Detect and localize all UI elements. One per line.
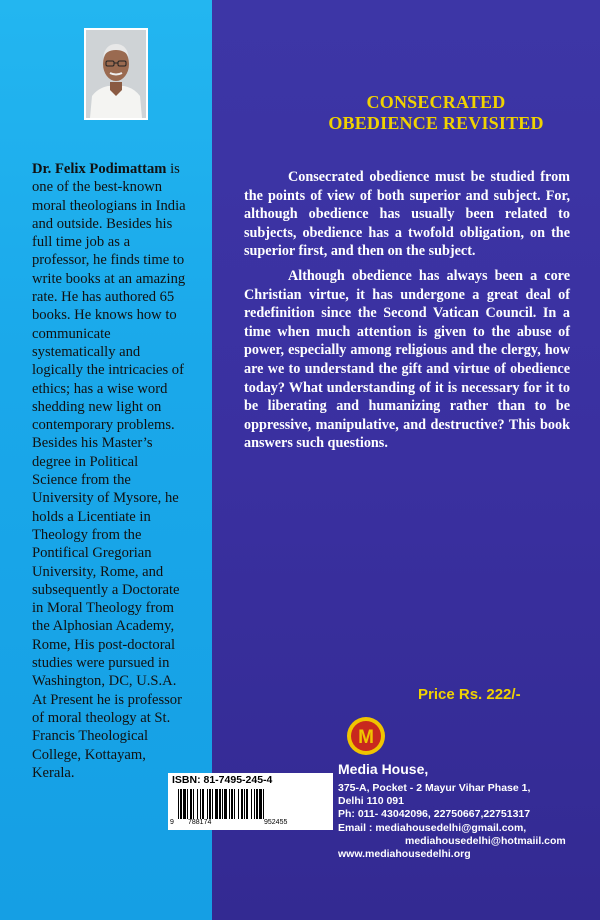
publisher-address-1: 375-A, Pocket - 2 Mayur Vihar Phase 1, xyxy=(338,782,531,794)
author-bio-line: of moral theology at St. xyxy=(32,709,171,726)
author-bio-line: Francis Theological xyxy=(32,728,149,745)
author-bio-line: full time job as a xyxy=(32,234,131,251)
barcode-bar xyxy=(222,789,223,819)
isbn-digits-right: 952455 xyxy=(264,819,288,826)
author-bio-line: Pontifical Gregorian xyxy=(32,545,152,562)
publisher-phone: Ph: 011- 43042096, 22750667,22751317 xyxy=(338,808,531,821)
author-bio-line: Kerala. xyxy=(32,764,75,781)
barcode-bar xyxy=(263,789,264,819)
publisher-name: Media House, xyxy=(338,761,429,777)
author-bio-line: communicate xyxy=(32,325,111,342)
author-bio xyxy=(32,160,208,782)
author-bio-line: Washington, DC, U.S.A. xyxy=(32,673,177,690)
isbn-label: ISBN: 81-7495-245-4 xyxy=(172,774,273,786)
publisher-website: www.mediahousedelhi.org xyxy=(338,848,471,861)
barcode-bar xyxy=(254,789,255,819)
author-bio-line: books. He knows how to xyxy=(32,307,177,324)
barcode-bar xyxy=(178,789,179,819)
barcode-bar xyxy=(193,789,194,819)
author-name: Dr. Felix Podimattam xyxy=(32,161,167,177)
blurb-paragraph-1: Consecrated obedience must be studied from the points of view of both superior and subject. For, although obedience has usually been related to subjects, obedience has a twofold obligation, on the superior first, and then on the subject. xyxy=(244,169,570,260)
barcode-bar xyxy=(197,789,198,819)
isbn-digits-left: 788174 xyxy=(188,819,212,826)
barcode-bar xyxy=(256,789,258,819)
author-bio-line: Science from the xyxy=(32,472,131,489)
logo-letter: M xyxy=(358,727,374,748)
author-photo xyxy=(84,28,148,120)
author-bio-line: systematically and xyxy=(32,343,141,360)
barcode-bar xyxy=(238,789,239,819)
barcode-bar xyxy=(212,789,213,819)
barcode-bar xyxy=(190,789,192,819)
author-bio-line: moral theologians in India xyxy=(32,197,186,214)
book-blurb xyxy=(244,168,570,459)
author-bio-line: logically the intricacies of xyxy=(32,362,184,379)
barcode-bar xyxy=(209,789,211,819)
publisher-email-1: Email : mediahousedelhi@gmail.com, xyxy=(338,821,527,834)
book-title-line1: CONSECRATED xyxy=(366,92,506,112)
barcode-bar xyxy=(231,789,233,819)
barcode-bar xyxy=(202,789,204,819)
author-bio-line: and outside. Besides his xyxy=(32,215,173,232)
isbn-barcode-box xyxy=(168,773,333,830)
barcode-bar xyxy=(183,789,186,819)
barcode-bar xyxy=(219,789,221,819)
media-house-logo-icon xyxy=(346,716,386,756)
author-bio-line: University, Rome, and xyxy=(32,563,164,580)
publisher-details xyxy=(338,782,566,861)
barcode-bar xyxy=(215,789,218,819)
author-bio-line: Besides his Master’s xyxy=(32,435,153,452)
author-bio-line: shedding new light on xyxy=(32,398,162,415)
publisher-email-2: mediahousedelhi@hotmaiil.com xyxy=(405,834,566,847)
barcode-bar xyxy=(259,789,262,819)
author-bio-line: College, Kottayam, xyxy=(32,746,146,763)
blurb-paragraph-2: Although obedience has always been a core Christian virtue, it has undergone a great deal of redefinition since the Second Vatican Council. In a time when much attention is given to the abuse of power, especially among religious and the clergy, how are we to understand the gift and virtue of obedience today? What understanding of it is necessary for it to be liberating and humanizing rather than to be oppressive, manipulative, and destructive? This book answers such questions. xyxy=(244,267,570,452)
barcode-bar xyxy=(234,789,235,819)
author-bio-line: degree in Political xyxy=(32,453,139,470)
author-bio-line: subsequently a Doctorate xyxy=(32,581,180,598)
author-bio-line: University of Mysore, he xyxy=(32,490,179,507)
author-bio-line: Theology from the xyxy=(32,526,142,543)
barcode-bar xyxy=(180,789,182,819)
barcode-bar xyxy=(241,789,243,819)
barcode-bar xyxy=(251,789,252,819)
price: Price Rs. 222/- xyxy=(418,686,521,703)
author-bio-line: holds a Licentiate in xyxy=(32,508,151,525)
isbn-digit-first: 9 xyxy=(170,819,174,826)
barcode-bar xyxy=(246,789,248,819)
barcode-bar xyxy=(244,789,245,819)
barcode-bar xyxy=(187,789,188,819)
author-bio-line: At Present he is professor xyxy=(32,691,182,708)
author-bio-line: one of the best-known xyxy=(32,179,163,196)
author-bio-line: rate. He has authored 65 xyxy=(32,289,175,306)
barcode-bar xyxy=(200,789,201,819)
publisher-address-2: Delhi 110 091 xyxy=(338,795,404,808)
author-bio-line: ethics; has a wise word xyxy=(32,380,168,397)
book-title-line2: OBEDIENCE REVISITED xyxy=(328,113,544,133)
barcode-bar xyxy=(229,789,230,819)
author-bio-line: professor, he finds time to xyxy=(32,252,185,269)
author-bio-line: the Alphosian Academy, xyxy=(32,618,175,635)
barcode-icon xyxy=(174,789,328,819)
author-bio-line: contemporary problems. xyxy=(32,417,175,434)
author-bio-line: Rome, His post-doctoral xyxy=(32,636,176,653)
author-bio-line: is xyxy=(166,161,180,177)
author-bio-line: in Moral Theology from xyxy=(32,600,174,617)
author-bio-line: studies were pursued in xyxy=(32,655,170,672)
author-bio-line: write books at an amazing xyxy=(32,270,186,287)
book-title xyxy=(276,92,596,134)
barcode-bar xyxy=(207,789,208,819)
barcode-bar xyxy=(224,789,227,819)
